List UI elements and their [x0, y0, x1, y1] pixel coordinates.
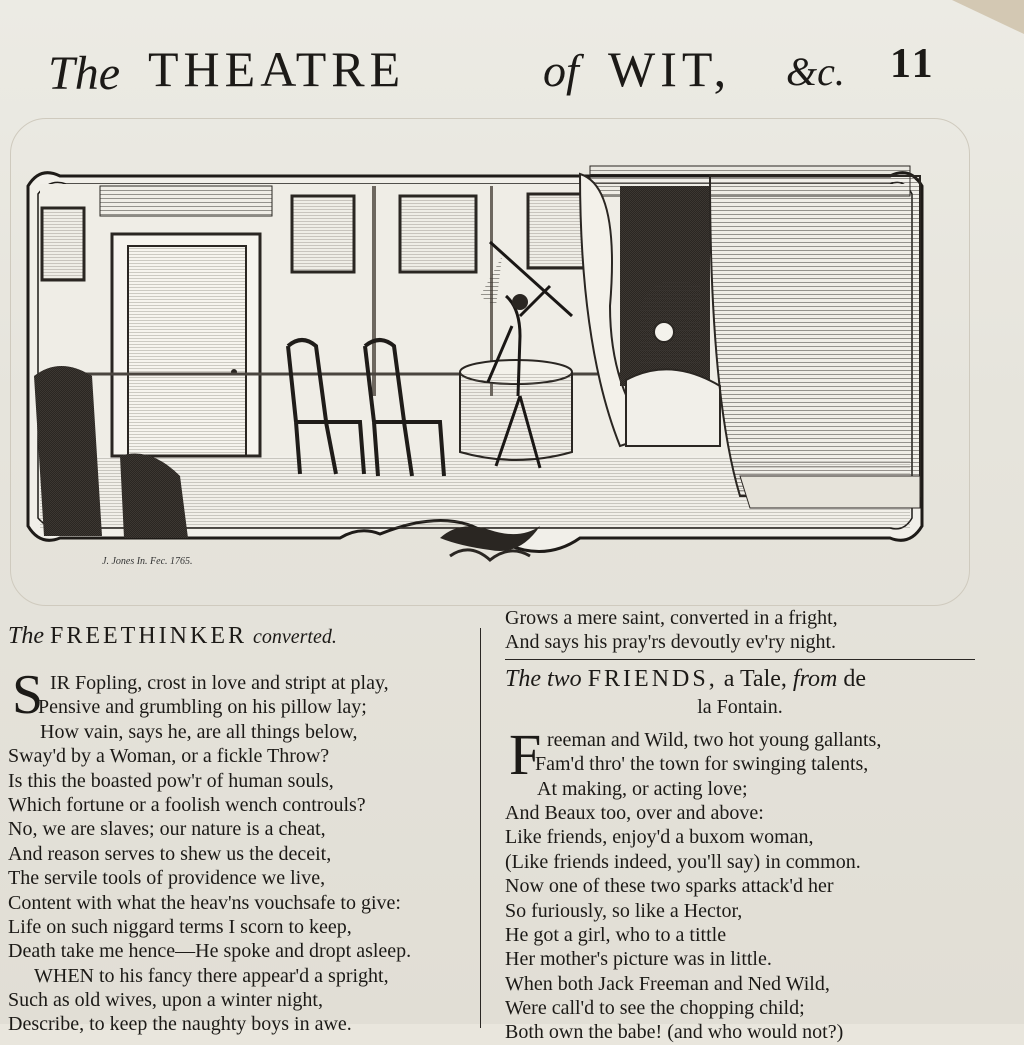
column-rule: [480, 628, 481, 1028]
poem-line: Such as old wives, upon a winter night,: [8, 989, 323, 1012]
poem-line: Death take me hence—He spoke and dropt asleep.: [8, 940, 412, 963]
poem-line: Like friends, enjoy'd a buxom woman,: [505, 826, 814, 849]
running-head: [48, 30, 948, 100]
title-the: The: [8, 623, 44, 649]
poem-line: Content with what the heav'ns vouchsafe to give:: [8, 891, 401, 914]
poem-line: No, we are slaves; our nature is a cheat,: [8, 818, 326, 841]
poem-line: So furiously, so like a Hector,: [505, 899, 743, 922]
poem-line: IR Fopling, crost in love and stript at play,: [50, 672, 389, 694]
title-main: FRIENDS,: [587, 665, 718, 692]
poem-line: Now one of these two sparks attack'd her: [505, 875, 834, 898]
poem-line: How vain, says he, are all things below,: [40, 720, 358, 743]
title-two: two: [547, 665, 582, 692]
poem-title-friends: [505, 664, 1005, 694]
poem-line: Describe, to keep the naughty boys in awe.: [8, 1013, 352, 1036]
poem-line: Were call'd to see the chopping child;: [505, 997, 805, 1020]
poem-line: And reason serves to shew us the deceit,: [8, 842, 332, 865]
poem-line: Both own the babe! (and who would not?): [505, 1021, 844, 1044]
running-head-the: The: [48, 47, 120, 100]
poem-line: Grows a mere saint, converted in a fright,: [505, 607, 838, 629]
poem-line: And Beaux too, over and above:: [505, 801, 764, 824]
poem-lines: [505, 721, 1005, 1045]
poem-line: When both Jack Freeman and Ned Wild,: [505, 972, 830, 995]
title-from: from: [792, 665, 838, 692]
poem-title-line2: la Fontain.: [697, 695, 783, 718]
poem-lines: [8, 664, 473, 1037]
poem-line: (Like friends indeed, you'll say) in common.: [505, 850, 861, 873]
title-main: FREETHINKER: [50, 623, 247, 649]
engraver-signature: J. Jones In. Fec. 1765.: [102, 556, 193, 567]
poem-line: He got a girl, who to a tittle: [505, 923, 727, 946]
running-head-wit: WIT,: [608, 41, 732, 97]
title-the: The: [505, 665, 541, 692]
poem-line: Which fortune or a foolish wench controuls?: [8, 793, 366, 816]
drop-cap: F: [509, 721, 542, 787]
running-head-of: of: [543, 45, 579, 96]
drop-cap: S: [12, 664, 44, 726]
poem-line: WHEN to his fancy there appear'd a spright,: [34, 964, 389, 987]
poem-line: The servile tools of providence we live,: [8, 867, 326, 890]
poem-line: Pensive and grumbling on his pillow lay;: [38, 696, 367, 719]
title-tale: a Tale,: [723, 665, 787, 692]
poem-line: And says his pray'rs devoutly ev'ry night.: [505, 631, 837, 654]
poem-line: At making, or acting love;: [537, 777, 748, 800]
poem-title-freethinker: [8, 618, 473, 655]
page-number: 11: [890, 41, 936, 87]
title-sub: converted.: [253, 626, 337, 648]
running-head-etc: &c.: [786, 49, 845, 94]
right-column: [505, 606, 1005, 1045]
left-column: [8, 618, 473, 1037]
poem-line: reeman and Wild, two hot young gallants,: [547, 728, 882, 751]
engraving-illustration: [20, 146, 930, 586]
page-corner: [934, 0, 1024, 34]
running-head-title: THEATRE: [148, 41, 406, 97]
poem-line: Is this the boasted pow'r of human souls,: [8, 769, 334, 792]
poem-line: Fam'd thro' the town for swinging talents,: [535, 753, 869, 776]
section-rule: [505, 659, 975, 660]
poem-line: Sway'd by a Woman, or a fickle Throw?: [8, 745, 330, 768]
poem-line: Her mother's picture was in little.: [505, 948, 772, 971]
poem-line: Life on such niggard terms I scorn to keep,: [8, 915, 352, 938]
title-de: de: [843, 665, 867, 692]
